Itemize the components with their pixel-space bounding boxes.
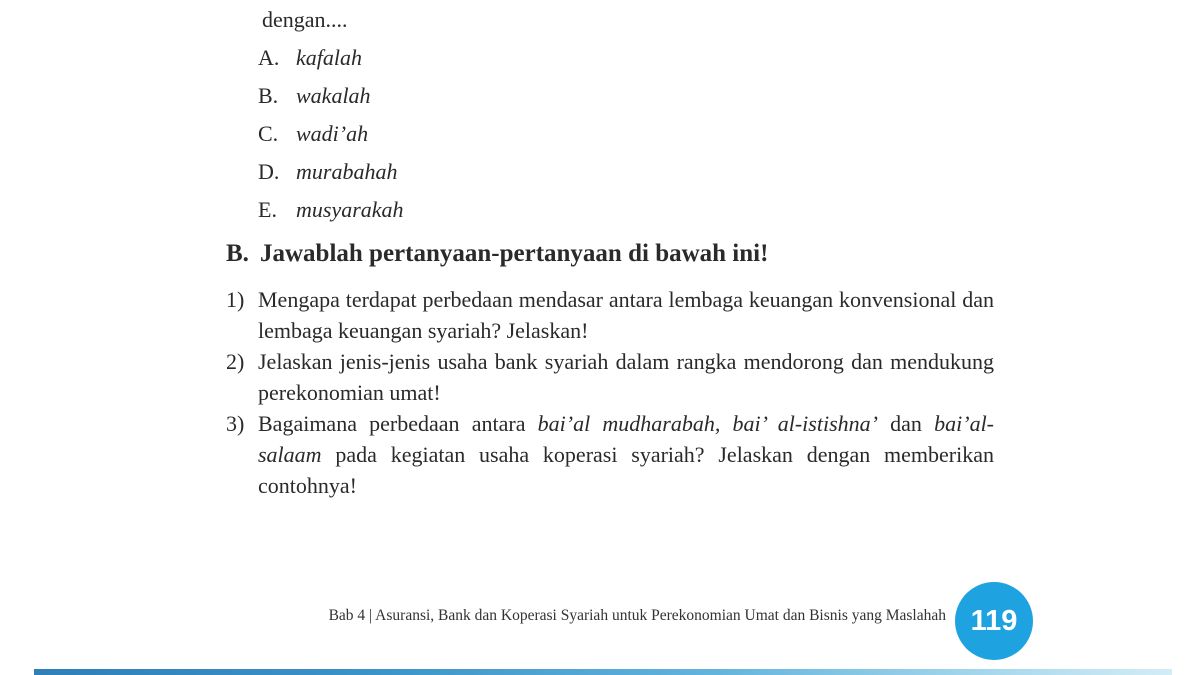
option-letter: E. <box>258 197 277 222</box>
chapter-footer: Bab 4 | Asuransi, Bank dan Koperasi Syariah untuk Perekonomian Umat dan Bisnis yang Maslahah <box>328 607 946 624</box>
answer-options <box>258 44 404 234</box>
bottom-decor-bar <box>34 669 1172 675</box>
question-text: Jelaskan jenis-jenis usaha bank syariah dalam rangka mendorong dan mendukung perekonomian umat! <box>258 349 994 405</box>
question-item-2 <box>226 346 994 408</box>
question-text-part: pada kegiatan usaha koperasi syariah? Jelaskan dengan memberikan contohnya! <box>258 442 994 498</box>
option-letter: C. <box>258 121 279 146</box>
option-text: wadi’ah <box>296 121 369 146</box>
question-number: 1) <box>226 287 245 312</box>
option-text: wakalah <box>296 83 371 108</box>
question-text-part: Bagaimana perbedaan antara <box>258 411 538 436</box>
arabic-term: bai’al-salaam <box>258 411 995 467</box>
option-text: musyarakah <box>296 197 404 222</box>
section-letter: B. <box>226 240 249 267</box>
page-number-badge: 119 <box>955 582 1033 660</box>
option-d <box>258 158 404 196</box>
option-letter: B. <box>258 83 279 108</box>
option-b <box>258 82 404 120</box>
essay-questions <box>226 284 994 501</box>
option-a <box>258 44 404 82</box>
question-text-part: dan <box>877 411 935 436</box>
question-item-3 <box>226 408 994 501</box>
option-text: kafalah <box>296 45 362 70</box>
question-prompt-end: dengan.... <box>262 7 348 32</box>
question-number: 3) <box>226 411 245 436</box>
question-text: Mengapa terdapat perbedaan mendasar antara lembaga keuangan konvensional dan lembaga keuangan syariah? Jelaskan! <box>258 287 994 343</box>
question-text <box>258 408 994 501</box>
option-letter: D. <box>258 159 280 184</box>
section-title: Jawablah pertanyaan-pertanyaan di bawah ini! <box>260 240 769 267</box>
question-number: 2) <box>226 349 245 374</box>
option-e <box>258 196 404 234</box>
question-item-1 <box>226 284 994 346</box>
option-letter: A. <box>258 45 280 70</box>
option-c <box>258 120 404 158</box>
option-text: murabahah <box>296 159 398 184</box>
arabic-term: bai’al mudharabah, bai’ al-istishna’ <box>537 411 878 436</box>
section-heading <box>226 238 768 270</box>
